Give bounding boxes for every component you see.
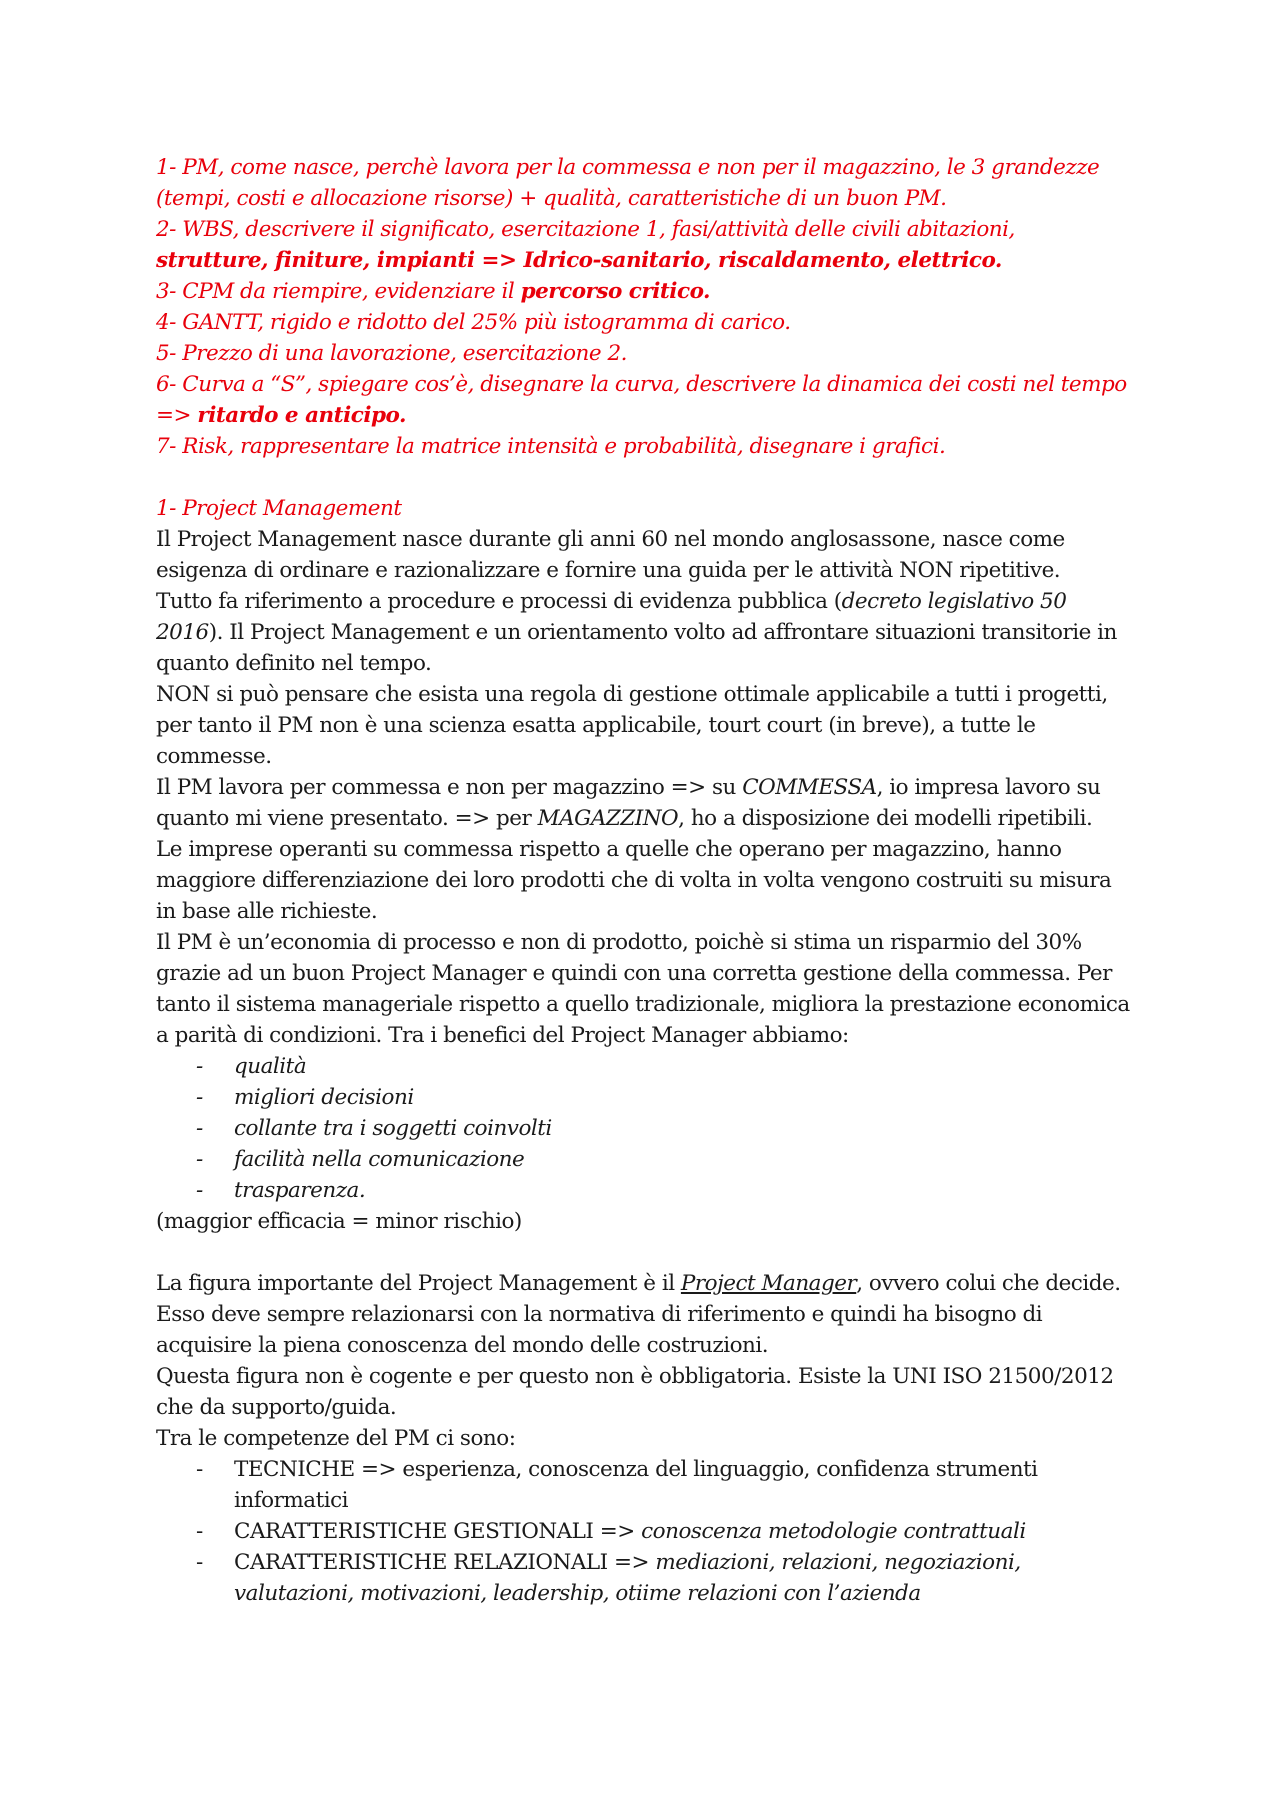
benefits-list	[156, 1051, 1134, 1206]
outline-item-1: 1- PM, come nasce, perchè lavora per la commessa e non per il magazzino, le 3 grandezze (tempi, costi e allocazione risorse) + qualità, caratteristiche di un buon PM.	[156, 155, 1100, 211]
paragraph-competenze: Tra le competenze del PM ci sono:	[156, 1426, 516, 1451]
outline-item-4: 4- GANTT, rigido e ridotto del 25% più istogramma di carico.	[156, 310, 791, 335]
exam-outline	[156, 152, 1134, 462]
paragraph-efficacia: (maggior efficacia = minor rischio)	[156, 1209, 522, 1234]
outline-item-3: 3- CPM da riempire, evidenziare il percorso critico.	[156, 279, 711, 304]
paragraph-origin: Il Project Management nasce durante gli anni 60 nel mondo anglosassone, nasce come esigenza di ordinare e razionalizzare e fornire una guida per le attività NON ripetitive.	[156, 527, 1065, 583]
list-item: - facilità nella comunicazione	[156, 1144, 1134, 1175]
outline-item-2-bold: strutture, finiture, impianti => Idrico-sanitario, riscaldamento, elettrico.	[156, 248, 1002, 273]
paragraph-economia: Il PM è un’economia di processo e non di prodotto, poichè si stima un risparmio del 30% grazie ad un buon Project Manager e quindi con una corretta gestione della commessa. Per tanto il sistema manageriale rispetto a quello tradizionale, migliora la prestazione economica a parità di condizioni. Tra i benefici del Project Manager abbiamo:	[156, 930, 1130, 1048]
paragraph-no-rule: NON si può pensare che esista una regola di gestione ottimale applicabile a tutti i progetti, per tanto il PM non è una scienza esatta applicabile, tourt court (in breve), a tutte le commesse.	[156, 682, 1108, 769]
list-item: - migliori decisioni	[156, 1082, 1134, 1113]
paragraph-commessa: Il PM lavora per commessa e non per magazzino => su COMMESSA, io impresa lavoro su quanto mi viene presentato. => per MAGAZZINO, ho a disposizione dei modelli ripetibili.	[156, 775, 1101, 831]
paragraph-imprese: Le imprese operanti su commessa rispetto a quelle che operano per magazzino, hanno maggiore differenziazione dei loro prodotti che di volta in volta vengono costruiti su misura in base alle richieste.	[156, 837, 1112, 924]
list-item: - collante tra i soggetti coinvolti	[156, 1113, 1134, 1144]
list-item: - qualità	[156, 1051, 1134, 1082]
section-title: 1- Project Management	[156, 496, 402, 521]
list-item: - TECNICHE => esperienza, conoscenza del linguaggio, confidenza strumenti informatici	[156, 1454, 1134, 1516]
list-item: - CARATTERISTICHE RELAZIONALI => mediazioni, relazioni, negoziazioni, valutazioni, motivazioni, leadership, otiime relazioni con l’azienda	[156, 1547, 1134, 1609]
paragraph-project-manager: La figura importante del Project Management è il Project Manager, ovvero colui che decide. Esso deve sempre relazionarsi con la normativa di riferimento e quindi ha bisogno di acquisire la piena conoscenza del mondo delle costruzioni.	[156, 1271, 1121, 1358]
outline-item-2: 2- WBS, descrivere il significato, esercitazione 1, fasi/attività delle civili abitazioni, strutture, finiture, impianti => Idrico-sanitario, riscaldamento, elettrico.	[156, 217, 1015, 273]
outline-item-6: 6- Curva a “S”, spiegare cos’è, disegnare la curva, descrivere la dinamica dei costi nel tempo => ritardo e anticipo.	[156, 372, 1127, 428]
section-body	[156, 524, 1134, 1609]
list-item: - CARATTERISTICHE GESTIONALI => conoscenza metodologie contrattuali	[156, 1516, 1134, 1547]
document-content	[156, 152, 1134, 1609]
outline-item-6-bold: ritardo e anticipo.	[197, 403, 406, 428]
outline-item-3-bold: percorso critico.	[520, 279, 711, 304]
list-item: - trasparenza.	[156, 1175, 1134, 1206]
blank-line	[156, 1237, 1134, 1268]
project-manager-link: Project Manager	[680, 1271, 857, 1296]
paragraph-norma: Questa figura non è cogente e per questo non è obbligatoria. Esiste la UNI ISO 21500/2012 che da supporto/guida.	[156, 1364, 1114, 1420]
outline-item-5: 5- Prezzo di una lavorazione, esercitazione 2.	[156, 341, 627, 366]
outline-item-7: 7- Risk, rappresentare la matrice intensità e probabilità, disegnare i grafici.	[156, 434, 946, 459]
skills-list	[156, 1454, 1134, 1609]
paragraph-legislation: Tutto fa riferimento a procedure e processi di evidenza pubblica (decreto legislativo 50 2016). Il Project Management e un orientamento volto ad affrontare situazioni transitorie in quanto definito nel tempo.	[156, 589, 1117, 676]
